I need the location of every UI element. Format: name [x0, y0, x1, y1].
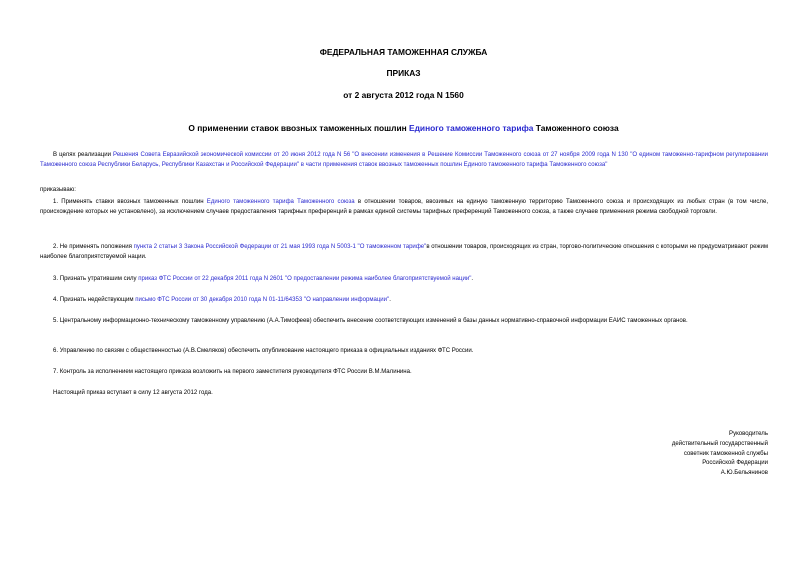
item-7-paragraph: 7. Контроль за исполнением настоящего приказа возложить на первого заместителя руководителя ФТС России В.М.Малинина. — [53, 369, 412, 375]
signature-position: Руководитель — [729, 431, 768, 437]
effective-date-paragraph: Настоящий приказ вступает в силу 12 августа 2012 года. — [53, 390, 213, 396]
signature-rank-line1: действительный государственный — [671, 440, 768, 447]
preamble-text: В целях реализации — [53, 152, 114, 158]
item-5-paragraph: 5. Центральному информационно-техническому таможенному управлению (А.А.Тимофеев) обеспечить внесение соответствующих изменений в базы данных нормативно-справочной информации ЕАИС таможенных органов. — [53, 318, 688, 324]
item-4-letter-link[interactable]: письмо ФТС России от 30 декабря 2010 года N 01-11/64353 "О направлении информации" — [135, 297, 390, 303]
agency-name: ФЕДЕРАЛЬНАЯ ТАМОЖЕННАЯ СЛУЖБА — [319, 47, 488, 57]
item-4-text-start: 4. Признать недействующим — [53, 297, 136, 303]
document-title — [40, 123, 767, 133]
title-text-part1: О применении ставок ввозных таможенных пошлин — [188, 123, 410, 133]
signature-rank-line2: советник таможенной службы — [683, 450, 768, 457]
preamble-paragraph — [40, 151, 768, 170]
item-3-text-start: 3. Признать утратившим силу — [53, 276, 139, 282]
order-word: приказываю: — [40, 187, 76, 193]
item-1-text-end: в отношении товаров, ввозимых на единую таможенную территорию Таможенного союза и происходящих из любых стран (в том числе, происхождение которых не установлено), за исключением случаев предоставления тарифных преференций в рамках единой системы тарифных преференций Таможенного союза, а также случаев применения режима свободной торговли. — [40, 199, 768, 215]
signature-name: А.Ю.Бельянинов — [720, 470, 768, 477]
item-1-text-start: 1. Применять ставки ввозных таможенных пошлин — [53, 199, 207, 205]
item-2-text-start: 2. Не применять положения — [53, 244, 134, 250]
item-3-order-link[interactable]: приказ ФТС России от 22 декабря 2011 года N 2601 "О предоставлении режима наиболее благоприятствуемой нации" — [138, 276, 472, 282]
item-4-paragraph — [40, 296, 768, 306]
item-4-text-end: . — [389, 297, 391, 303]
preamble-decision-link[interactable]: Решения Совета Евразийской экономической комиссии от 20 июня 2012 года N 56 "О внесении изменения в Решение Комиссии Таможенного союза от 27 ноября 2009 года N 130 "О едином таможенно-тарифном регулировании Таможенного союза Республики Беларусь, Республики Казахстан и Российской Федерации" в части применения ставок ввозных таможенных пошлин Единого таможенного тарифа Таможенного союза" — [40, 152, 768, 168]
item-2-text-end: в отношении товаров, происходящих из стран, торгово-политические отношения с которыми не предусматривают режим наиболее благоприятствуемой нации. — [40, 244, 768, 260]
document-date-number: от 2 августа 2012 года N 1560 — [343, 90, 464, 100]
title-text-part2: Таможенного союза — [533, 123, 619, 133]
item-1-paragraph — [40, 198, 768, 217]
item-3-paragraph — [40, 275, 768, 285]
item-6-paragraph: 6. Управлению по связям с общественностью (А.В.Смеляков) обеспечить опубликование настоящего приказа в официальных изданиях ФТС России. — [53, 348, 474, 354]
item-2-paragraph — [40, 243, 768, 262]
title-tariff-link[interactable]: Единого таможенного тарифа — [409, 123, 534, 133]
document-type: ПРИКАЗ — [386, 68, 421, 78]
signature-block — [560, 430, 768, 479]
signature-country: Российской Федерации — [702, 460, 768, 467]
item-2-law-link[interactable]: пункта 2 статьи 3 Закона Российской Федерации от 21 мая 1993 года N 5003-1 "О таможенном тарифе" — [133, 244, 427, 250]
item-3-text-end: . — [471, 276, 474, 282]
item-1-tariff-link[interactable]: Единого таможенного тарифа Таможенного союза — [206, 199, 355, 205]
